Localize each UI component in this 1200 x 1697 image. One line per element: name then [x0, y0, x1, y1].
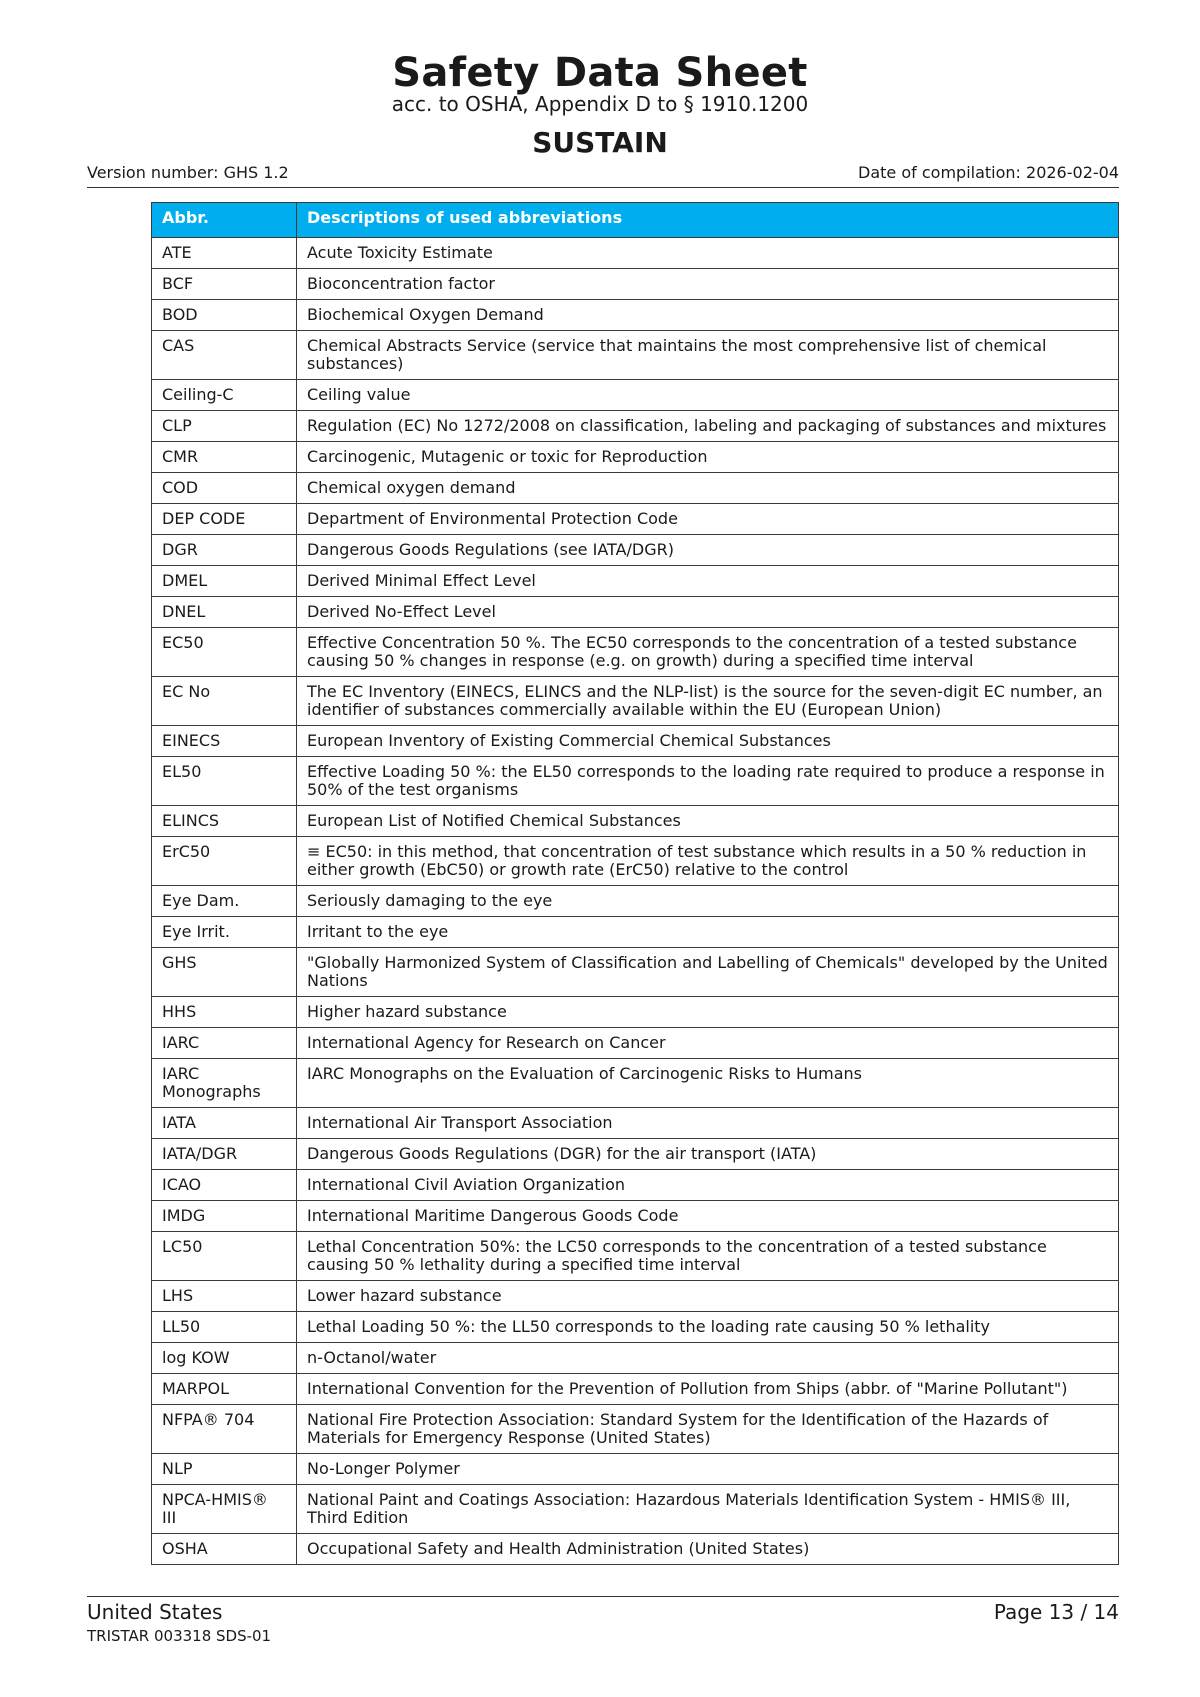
abbr-cell: IATA — [152, 1108, 297, 1139]
table-row — [152, 300, 1119, 331]
description-cell: International Convention for the Prevention of Pollution from Ships (abbr. of "Marine Pollutant") — [297, 1374, 1119, 1405]
abbreviations-table — [151, 202, 1119, 1565]
table-row — [152, 411, 1119, 442]
abbr-cell: BCF — [152, 269, 297, 300]
table-row — [152, 473, 1119, 504]
table-row — [152, 1108, 1119, 1139]
description-cell: The EC Inventory (EINECS, ELINCS and the NLP-list) is the source for the seven-digit EC number, an identifier of substances commercially available within the EU (European Union) — [297, 677, 1119, 726]
description-cell: No-Longer Polymer — [297, 1454, 1119, 1485]
table-row — [152, 1405, 1119, 1454]
table-row — [152, 380, 1119, 411]
table-row — [152, 1312, 1119, 1343]
description-cell: International Maritime Dangerous Goods Code — [297, 1201, 1119, 1232]
abbr-cell: NPCA-HMIS® III — [152, 1485, 297, 1534]
abbr-cell: EC No — [152, 677, 297, 726]
table-body — [152, 238, 1119, 1565]
table-row — [152, 1028, 1119, 1059]
description-cell: Biochemical Oxygen Demand — [297, 300, 1119, 331]
version-number: Version number: GHS 1.2 — [87, 163, 289, 182]
description-cell: International Agency for Research on Cancer — [297, 1028, 1119, 1059]
table-row — [152, 1454, 1119, 1485]
abbr-cell: CLP — [152, 411, 297, 442]
table-row — [152, 1485, 1119, 1534]
abbr-cell: Eye Irrit. — [152, 917, 297, 948]
description-cell: European Inventory of Existing Commercial Chemical Substances — [297, 726, 1119, 757]
description-cell: National Fire Protection Association: Standard System for the Identification of the Hazards of Materials for Emergency Response (United States) — [297, 1405, 1119, 1454]
description-cell: International Civil Aviation Organization — [297, 1170, 1119, 1201]
description-cell: Dangerous Goods Regulations (DGR) for the air transport (IATA) — [297, 1139, 1119, 1170]
abbr-cell: ATE — [152, 238, 297, 269]
abbr-cell: HHS — [152, 997, 297, 1028]
description-cell: Carcinogenic, Mutagenic or toxic for Reproduction — [297, 442, 1119, 473]
table-row — [152, 1170, 1119, 1201]
abbr-cell: EL50 — [152, 757, 297, 806]
table-row — [152, 442, 1119, 473]
description-cell: Occupational Safety and Health Administration (United States) — [297, 1534, 1119, 1565]
abbr-cell: IMDG — [152, 1201, 297, 1232]
abbr-cell: Ceiling-C — [152, 380, 297, 411]
compilation-date: Date of compilation: 2026-02-04 — [858, 163, 1119, 182]
table-row — [152, 566, 1119, 597]
abbr-cell: DNEL — [152, 597, 297, 628]
abbr-cell: LHS — [152, 1281, 297, 1312]
abbr-cell: Eye Dam. — [152, 886, 297, 917]
abbr-cell: CMR — [152, 442, 297, 473]
footer-document-code: TRISTAR 003318 SDS-01 — [87, 1627, 272, 1645]
table-row — [152, 757, 1119, 806]
description-cell: Derived Minimal Effect Level — [297, 566, 1119, 597]
abbr-cell: COD — [152, 473, 297, 504]
abbr-cell: OSHA — [152, 1534, 297, 1565]
description-cell: European List of Notified Chemical Substances — [297, 806, 1119, 837]
abbr-cell: NFPA® 704 — [152, 1405, 297, 1454]
abbr-cell: EC50 — [152, 628, 297, 677]
table-row — [152, 1139, 1119, 1170]
abbr-cell: LC50 — [152, 1232, 297, 1281]
table-row — [152, 837, 1119, 886]
table-row — [152, 238, 1119, 269]
abbr-cell: ELINCS — [152, 806, 297, 837]
table-header-row — [152, 203, 1119, 238]
description-cell: Dangerous Goods Regulations (see IATA/DGR) — [297, 535, 1119, 566]
description-cell: Higher hazard substance — [297, 997, 1119, 1028]
table-row — [152, 1232, 1119, 1281]
table-row — [152, 1374, 1119, 1405]
table-row — [152, 628, 1119, 677]
abbr-cell: MARPOL — [152, 1374, 297, 1405]
column-header-description: Descriptions of used abbreviations — [297, 203, 1119, 238]
description-cell: Effective Concentration 50 %. The EC50 corresponds to the concentration of a tested substance causing 50 % changes in response (e.g. on growth) during a specified time interval — [297, 628, 1119, 677]
table-row — [152, 806, 1119, 837]
description-cell: Lethal Concentration 50%: the LC50 corresponds to the concentration of a tested substance causing 50 % lethality during a specified time interval — [297, 1232, 1119, 1281]
description-cell: Ceiling value — [297, 380, 1119, 411]
table-row — [152, 504, 1119, 535]
table-row — [152, 726, 1119, 757]
table-row — [152, 917, 1119, 948]
abbr-cell: log KOW — [152, 1343, 297, 1374]
footer-divider — [87, 1596, 1119, 1597]
description-cell: Lethal Loading 50 %: the LL50 corresponds to the loading rate causing 50 % lethality — [297, 1312, 1119, 1343]
description-cell: n-Octanol/water — [297, 1343, 1119, 1374]
abbr-cell: IARC Monographs — [152, 1059, 297, 1108]
table-row — [152, 535, 1119, 566]
footer-country: United States — [87, 1600, 223, 1624]
abbr-cell: GHS — [152, 948, 297, 997]
description-cell: "Globally Harmonized System of Classification and Labelling of Chemicals" developed by the United Nations — [297, 948, 1119, 997]
table-row — [152, 1534, 1119, 1565]
table-row — [152, 1281, 1119, 1312]
description-cell: Effective Loading 50 %: the EL50 corresponds to the loading rate required to produce a response in 50% of the test organisms — [297, 757, 1119, 806]
description-cell: Derived No-Effect Level — [297, 597, 1119, 628]
description-cell: IARC Monographs on the Evaluation of Carcinogenic Risks to Humans — [297, 1059, 1119, 1108]
abbr-cell: IATA/DGR — [152, 1139, 297, 1170]
description-cell: ≡ EC50: in this method, that concentration of test substance which results in a 50 % reduction in either growth (EbC50) or growth rate (ErC50) relative to the control — [297, 837, 1119, 886]
description-cell: Bioconcentration factor — [297, 269, 1119, 300]
description-cell: Seriously damaging to the eye — [297, 886, 1119, 917]
abbr-cell: DGR — [152, 535, 297, 566]
description-cell: Chemical Abstracts Service (service that maintains the most comprehensive list of chemical substances) — [297, 331, 1119, 380]
table-row — [152, 331, 1119, 380]
description-cell: Chemical oxygen demand — [297, 473, 1119, 504]
abbr-cell: DMEL — [152, 566, 297, 597]
description-cell: Regulation (EC) No 1272/2008 on classification, labeling and packaging of substances and mixtures — [297, 411, 1119, 442]
header-divider — [87, 187, 1119, 188]
abbr-cell: BOD — [152, 300, 297, 331]
table-row — [152, 997, 1119, 1028]
product-name: SUSTAIN — [532, 126, 668, 159]
table-row — [152, 1059, 1119, 1108]
table-row — [152, 269, 1119, 300]
description-cell: Department of Environmental Protection Code — [297, 504, 1119, 535]
document-subtitle: acc. to OSHA, Appendix D to § 1910.1200 — [391, 92, 809, 116]
table-row — [152, 1343, 1119, 1374]
abbr-cell: NLP — [152, 1454, 297, 1485]
description-cell: Acute Toxicity Estimate — [297, 238, 1119, 269]
column-header-abbr: Abbr. — [152, 203, 297, 238]
table-row — [152, 948, 1119, 997]
abbr-cell: CAS — [152, 331, 297, 380]
description-cell: National Paint and Coatings Association: Hazardous Materials Identification System - HMIS® III, Third Edition — [297, 1485, 1119, 1534]
description-cell: Lower hazard substance — [297, 1281, 1119, 1312]
table-row — [152, 677, 1119, 726]
page-number: Page 13 / 14 — [993, 1600, 1119, 1624]
abbr-cell: DEP CODE — [152, 504, 297, 535]
table-row — [152, 886, 1119, 917]
abbr-cell: IARC — [152, 1028, 297, 1059]
abbr-cell: ICAO — [152, 1170, 297, 1201]
table-row — [152, 597, 1119, 628]
document-title: Safety Data Sheet — [392, 50, 808, 96]
description-cell: International Air Transport Association — [297, 1108, 1119, 1139]
table-row — [152, 1201, 1119, 1232]
abbr-cell: LL50 — [152, 1312, 297, 1343]
abbr-cell: EINECS — [152, 726, 297, 757]
abbr-cell: ErC50 — [152, 837, 297, 886]
description-cell: Irritant to the eye — [297, 917, 1119, 948]
